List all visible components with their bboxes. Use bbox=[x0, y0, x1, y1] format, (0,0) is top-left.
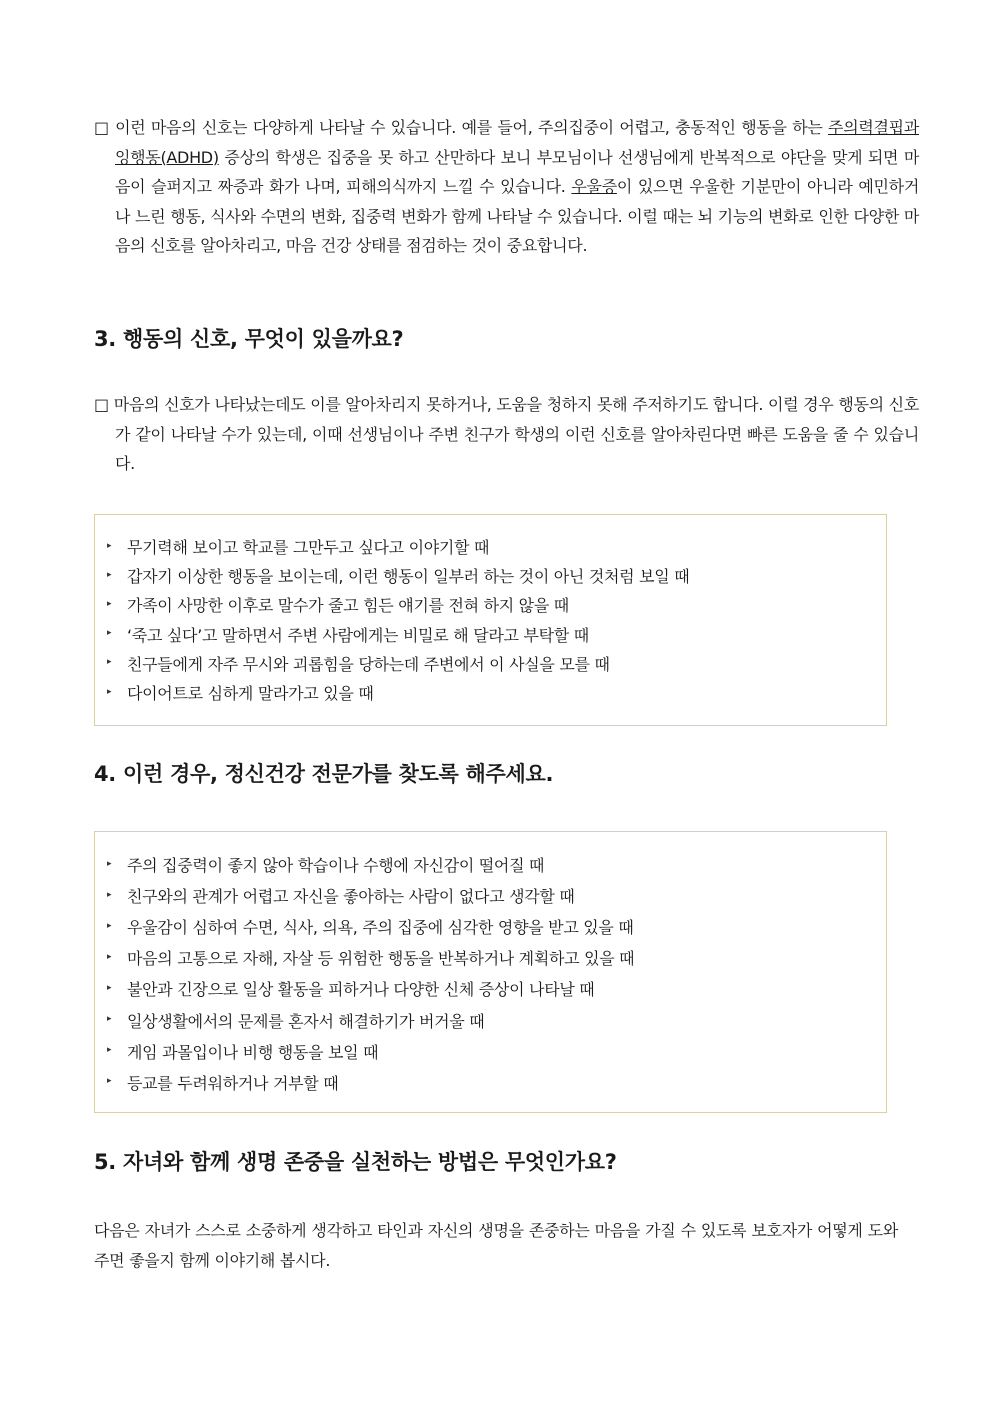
checkbox-marker: □ bbox=[94, 118, 110, 137]
behavior-signals-box bbox=[94, 514, 887, 726]
underlined-term-depression: 우울증 bbox=[571, 177, 617, 196]
list-item: ▸ 친구들에게 자주 무시와 괴롭힘을 당하는데 주변에서 이 사실을 모를 때 bbox=[107, 654, 610, 674]
list-item: ▸ 갑자기 이상한 행동을 보이는데, 이런 행동이 일부러 하는 것이 아닌 것처럼 보일 때 bbox=[107, 567, 690, 587]
list-item: ▸ 무기력해 보이고 학교를 그만두고 싶다고 이야기할 때 bbox=[107, 538, 490, 558]
paragraph-mind-signals bbox=[94, 113, 919, 261]
section-heading-4: 4. 이런 경우, 정신건강 전문가를 찾도록 해주세요. bbox=[94, 762, 554, 786]
behavior-signals-list bbox=[107, 532, 886, 707]
triangle-bullet-icon: ▸ bbox=[107, 1045, 112, 1056]
list-item: ▸ 일상생활에서의 문제를 혼자서 해결하기가 버거울 때 bbox=[107, 1011, 485, 1031]
underlined-term-adhd: 주의력결핍과잉행동(ADHD) bbox=[115, 118, 919, 167]
triangle-bullet-icon: ▸ bbox=[107, 657, 112, 668]
triangle-bullet-icon: ▸ bbox=[107, 540, 112, 551]
triangle-bullet-icon: ▸ bbox=[107, 858, 112, 869]
triangle-bullet-icon: ▸ bbox=[107, 1076, 112, 1087]
list-item: ▸ 마음의 고통으로 자해, 자살 등 위험한 행동을 반복하거나 계획하고 있을 때 bbox=[107, 949, 635, 969]
triangle-bullet-icon: ▸ bbox=[107, 982, 112, 993]
triangle-bullet-icon: ▸ bbox=[107, 889, 112, 900]
list-item: ▸ 등교를 두려워하거나 거부할 때 bbox=[107, 1073, 339, 1093]
expert-referral-list bbox=[107, 849, 886, 1098]
list-item: ▸ 친구와의 관계가 어렵고 자신을 좋아하는 사람이 없다고 생각할 때 bbox=[107, 887, 575, 907]
list-item: ▸ ‘죽고 싶다’고 말하면서 주변 사람에게는 비밀로 해 달라고 부탁할 때 bbox=[107, 625, 589, 645]
list-item: ▸ 우울감이 심하여 수면, 식사, 의욕, 주의 집중에 심각한 영향을 받고 있을 때 bbox=[107, 918, 634, 938]
list-item: ▸ 가족이 사망한 이후로 말수가 줄고 힘든 얘기를 전혀 하지 않을 때 bbox=[107, 596, 569, 616]
paragraph-text: 이런 마음의 신호는 다양하게 나타날 수 있습니다. 예를 들어, 주의집중이 어렵고, 충동적인 행동을 하는 bbox=[115, 118, 829, 137]
section-heading-5: 5. 자녀와 함께 생명 존중을 실천하는 방법은 무엇인가요? bbox=[94, 1150, 617, 1174]
triangle-bullet-icon: ▸ bbox=[107, 686, 112, 697]
list-item: ▸ 게임 과몰입이나 비행 행동을 보일 때 bbox=[107, 1042, 379, 1062]
triangle-bullet-icon: ▸ bbox=[107, 951, 112, 962]
expert-referral-box bbox=[94, 831, 887, 1113]
paragraph-text: 마음의 신호가 나타났는데도 이를 알아차리지 못하거나, 도움을 청하지 못해 주저하기도 합니다. 이럴 경우 행동의 신호가 같이 나타날 수가 있는데, 이때 선생님이나 주변 친구가 학생의 이런 신호를 알아차린다면 빠른 도움을 줄 수 있습니다. bbox=[113, 395, 919, 473]
list-item: ▸ 불안과 긴장으로 일상 활동을 피하거나 다양한 신체 증상이 나타날 때 bbox=[107, 980, 595, 1000]
list-item: ▸ 다이어트로 심하게 말라가고 있을 때 bbox=[107, 684, 374, 704]
paragraph-text: 이 있으면 우울한 기분만이 아니라 예민하거나 느린 행동, 식사와 수면의 변화, 집중력 변화가 함께 나타날 수 있습니다. 이럴 때는 뇌 기능의 변화로 인한 다양한 마음의 신호를 알아차리고, 마음 건강 상태를 점검하는 것이 중요합니다. bbox=[115, 177, 919, 255]
paragraph-respect-life: 다음은 자녀가 스스로 소중하게 생각하고 타인과 자신의 생명을 존중하는 마음을 가질 수 있도록 보호자가 어떻게 도와주면 좋을지 함께 이야기해 봅시다. bbox=[94, 1221, 898, 1270]
checkbox-marker: □ bbox=[94, 395, 109, 414]
triangle-bullet-icon: ▸ bbox=[107, 1014, 112, 1025]
triangle-bullet-icon: ▸ bbox=[107, 598, 112, 609]
triangle-bullet-icon: ▸ bbox=[107, 920, 112, 931]
paragraph-text: 증상의 학생은 집중을 못 하고 산만하다 보니 부모님이나 선생님에게 반복적으로 야단을 맞게 되면 마음이 슬퍼지고 짜증과 화가 나며, 피해의식까지 느낄 수 있습니다. bbox=[115, 147, 919, 196]
section-heading-3: 3. 행동의 신호, 무엇이 있을까요? bbox=[94, 327, 404, 351]
triangle-bullet-icon: ▸ bbox=[107, 569, 112, 580]
list-item: ▸ 주의 집중력이 좋지 않아 학습이나 수행에 자신감이 떨어질 때 bbox=[107, 856, 545, 876]
paragraph-behavior-signals bbox=[94, 390, 919, 479]
triangle-bullet-icon: ▸ bbox=[107, 628, 112, 639]
